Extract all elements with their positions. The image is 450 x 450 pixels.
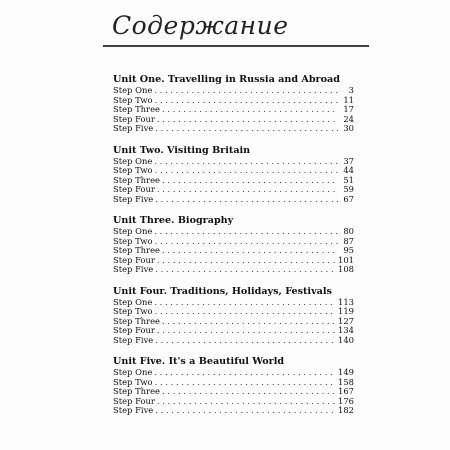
entry-page-number: 11 — [343, 94, 354, 105]
unit-title: Unit Two. Visiting Britain — [113, 144, 251, 156]
entry-label: Step One — [113, 226, 153, 236]
toc-unit — [113, 73, 354, 134]
dot-leader — [155, 336, 336, 346]
entry-label: Step Five — [113, 123, 154, 133]
entry-label: Step Three — [113, 315, 160, 326]
dot-leader — [154, 157, 338, 167]
entry-label: Step Two — [113, 235, 153, 246]
entry-page-number: 108 — [338, 264, 354, 274]
entry-page-number: 87 — [343, 235, 354, 246]
entry-label: Step Two — [113, 376, 153, 387]
dot-leader — [154, 227, 338, 237]
dot-leader — [155, 378, 336, 388]
entry-page-number: 51 — [343, 174, 354, 185]
unit-title: Unit Five. It's a Beautiful World — [113, 356, 285, 367]
entry-label: Step Five — [113, 264, 154, 274]
entry-page-number: 30 — [343, 123, 354, 133]
entry-page-number: 158 — [338, 376, 354, 387]
dot-leader — [154, 368, 336, 378]
entry-label: Step Four — [113, 184, 155, 194]
entry-label: Step Four — [113, 254, 155, 265]
entry-page-number: 113 — [338, 296, 354, 307]
entry-label: Step One — [113, 155, 153, 166]
dot-leader — [155, 124, 338, 134]
page-title: Содержание — [112, 11, 289, 40]
toc-entry — [113, 124, 354, 134]
toc-entry — [113, 406, 354, 416]
dot-leader — [162, 387, 336, 397]
entry-page-number: 59 — [343, 184, 354, 194]
toc-entry — [113, 195, 354, 205]
entry-page-number: 67 — [343, 193, 354, 204]
dot-leader — [157, 397, 336, 407]
dot-leader — [155, 237, 338, 247]
title-rule — [103, 45, 369, 47]
entry-label: Step Four — [113, 113, 155, 124]
dot-leader — [154, 298, 336, 308]
entry-label: Step Four — [113, 325, 155, 335]
toc-unit — [113, 144, 354, 205]
dot-leader — [155, 195, 338, 205]
entry-page-number: 140 — [338, 334, 354, 345]
entry-page-number: 95 — [343, 245, 354, 255]
entry-label: Step Two — [113, 94, 153, 105]
unit-title: Unit Three. Biography — [113, 215, 234, 226]
entry-page-number: 182 — [338, 405, 354, 415]
dot-leader — [157, 256, 336, 266]
dot-leader — [162, 105, 338, 115]
entry-label: Step One — [113, 85, 153, 95]
entry-label: Step One — [113, 296, 153, 307]
toc-unit — [113, 355, 354, 416]
toc-entry — [113, 336, 354, 346]
entry-label: Step Three — [113, 386, 160, 396]
dot-leader — [155, 307, 336, 317]
dot-leader — [155, 406, 336, 416]
dot-leader — [155, 265, 336, 275]
entry-page-number: 127 — [338, 315, 354, 326]
dot-leader — [162, 246, 338, 256]
entry-page-number: 3 — [348, 85, 354, 95]
table-of-contents — [113, 73, 354, 426]
entry-page-number: 134 — [338, 325, 354, 335]
entry-page-number: 17 — [343, 104, 354, 114]
toc-entry — [113, 265, 354, 275]
dot-leader — [155, 96, 338, 106]
entry-page-number: 149 — [338, 367, 354, 377]
entry-label: Step Three — [113, 104, 160, 114]
entry-label: Step One — [113, 367, 153, 377]
dot-leader — [162, 317, 336, 327]
entry-label: Step Three — [113, 174, 160, 185]
dot-leader — [162, 176, 338, 186]
entry-page-number: 44 — [343, 165, 354, 175]
unit-title: Unit One. Travelling in Russia and Abroad — [113, 74, 340, 85]
dot-leader — [157, 185, 338, 195]
entry-page-number: 176 — [338, 395, 354, 406]
entry-label: Step Five — [113, 405, 154, 415]
entry-page-number: 24 — [343, 113, 354, 124]
dot-leader — [155, 166, 338, 176]
entry-label: Step Five — [113, 193, 154, 204]
entry-page-number: 37 — [343, 155, 354, 166]
entry-page-number: 101 — [338, 254, 354, 265]
entry-page-number: 119 — [338, 306, 354, 316]
toc-unit — [113, 214, 354, 275]
toc-unit — [113, 285, 354, 346]
unit-title: Unit Four. Traditions, Holidays, Festivals — [113, 285, 332, 297]
entry-page-number: 80 — [343, 226, 354, 236]
entry-page-number: 167 — [338, 386, 354, 396]
entry-label: Step Two — [113, 165, 153, 175]
entry-label: Step Three — [113, 245, 160, 255]
entry-label: Step Four — [113, 395, 155, 406]
dot-leader — [154, 86, 338, 96]
dot-leader — [157, 326, 336, 336]
entry-label: Step Five — [113, 334, 154, 345]
dot-leader — [157, 115, 338, 125]
entry-label: Step Two — [113, 306, 153, 316]
